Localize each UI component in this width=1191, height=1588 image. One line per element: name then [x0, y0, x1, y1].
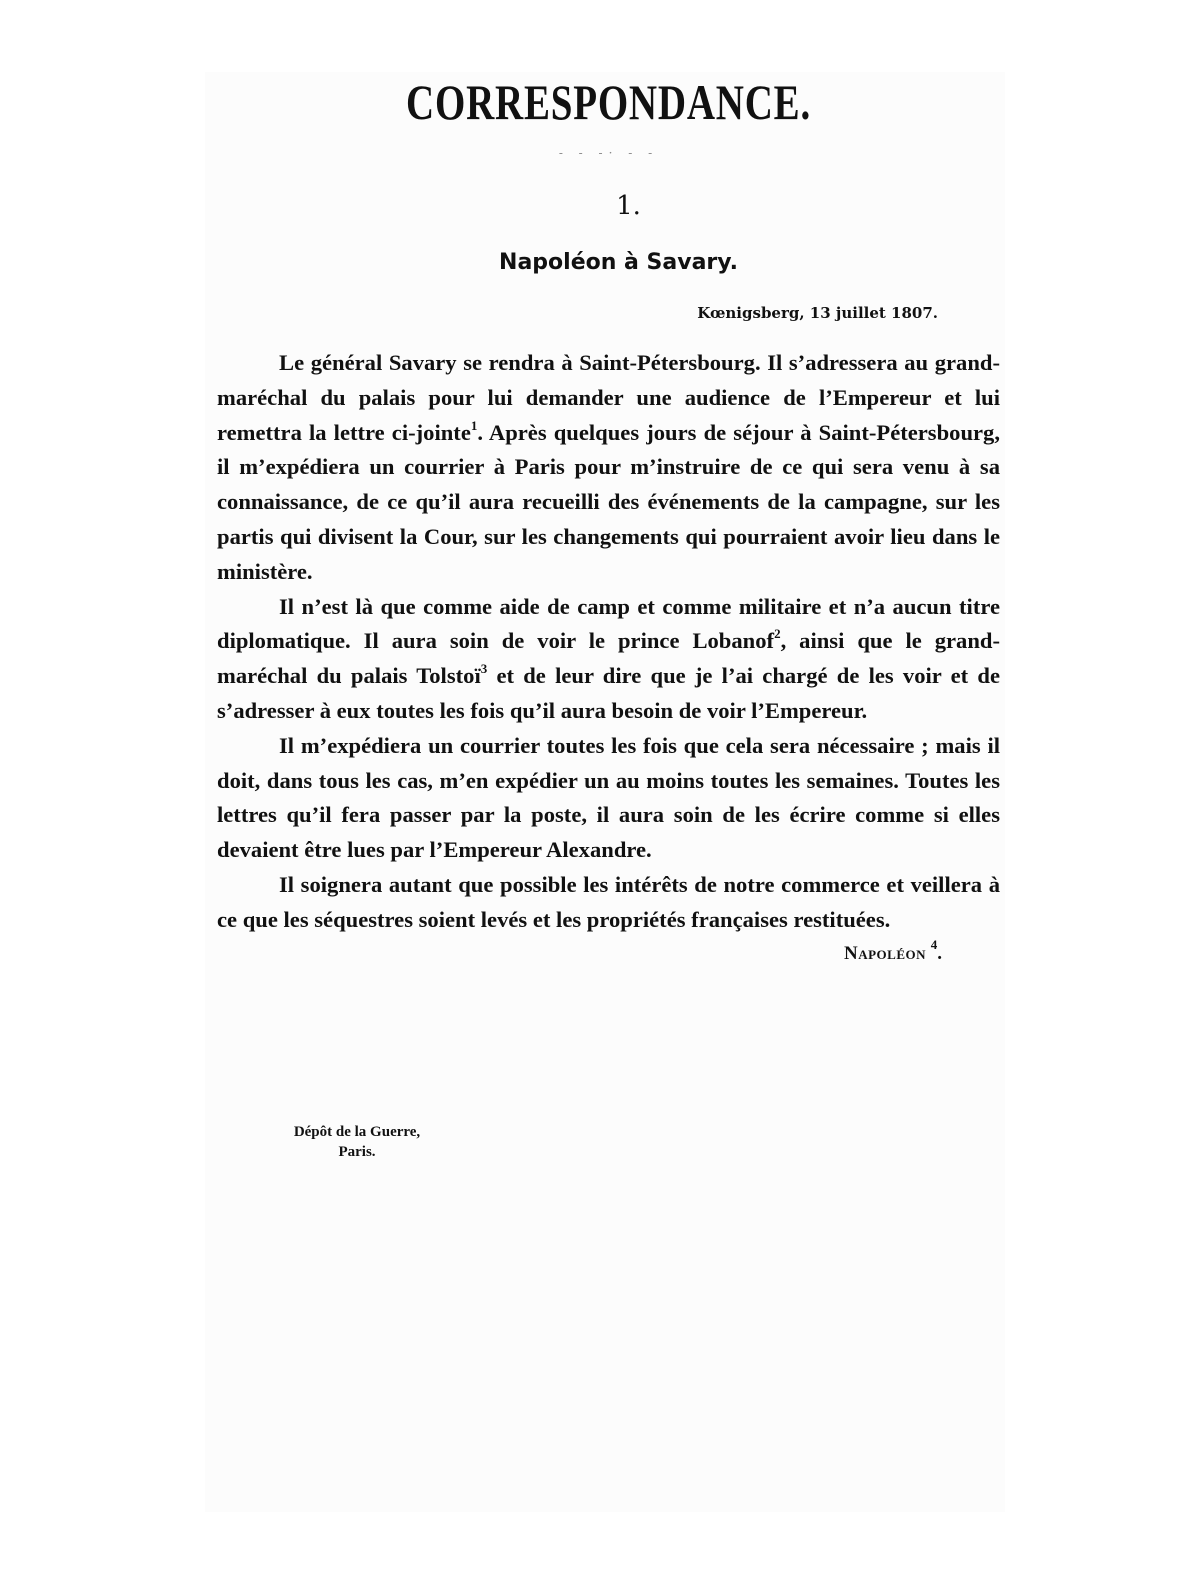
- footnote-ref: 2: [774, 626, 781, 642]
- source-line1: Dépôt de la Guerre,: [293, 1124, 421, 1140]
- paragraph-text: et de leur dire que je l’ai chargé de les voir et de s’adresser à eux toutes les fois qu’il aura besoin de voir l’Empereur.: [217, 663, 1001, 723]
- letter-heading: Napoléon à Savary.: [499, 250, 738, 275]
- paragraph-text: Il soignera autant que possible les intérêts de notre commerce et veillera à ce que les séquestres soient levés et les propriétés françaises restituées.: [217, 871, 1000, 932]
- place-date: Kœnigsberg, 13 juillet 1807.: [697, 304, 938, 322]
- letter-body: [217, 346, 1000, 938]
- paragraph: [217, 729, 1000, 868]
- paragraph: [217, 346, 1000, 590]
- signature: [217, 936, 1000, 968]
- footnote-ref: 1: [470, 417, 478, 433]
- source-line2: Paris.: [338, 1144, 376, 1160]
- paragraph-text: , ainsi que le grand-maréchal du palais Tolstoï: [217, 628, 1000, 689]
- paragraph-text: Il n’est là que comme aide de camp et comme militaire et n’a aucun titre diplomatique. Il aura soin de voir le prince Lobanof: [217, 593, 1000, 654]
- signature-end: .: [937, 942, 942, 964]
- signature-name: Napoléon: [843, 942, 926, 964]
- letter-number: [217, 190, 1000, 222]
- document-page: [217, 72, 1001, 1160]
- footnote-ref: 3: [480, 661, 488, 677]
- paragraph: [217, 868, 1000, 938]
- paragraph: [217, 590, 1000, 729]
- paragraph-text: Le général Savary se rendra à Saint-Pétersbourg. Il s’adressera au grand-maréchal du palais pour lui demander une audience de l’Empereur et lui remettra la lettre ci-jointe: [217, 350, 1000, 445]
- page-title: CORRESPONDANCE.: [406, 74, 811, 130]
- title-separator: - - -· - -: [558, 146, 659, 160]
- letter-number-text: 1.: [616, 191, 641, 221]
- paragraph-text: . Après quelques jours de séjour à Saint-Pétersbourg, il m’expédiera un courrier à Paris pour m’instruire de ce qui sera venu à sa connaissance, de ce qu’il aura recueilli des événements de la campagne, sur les partis qui divisent la Cour, sur les changements qui pourraient avoir lieu dans le ministère.: [217, 419, 1001, 584]
- footnote-ref: 4: [930, 936, 938, 952]
- source-note: [217, 1122, 497, 1162]
- paragraph-text: Il m’expédiera un courrier toutes les fois que cela sera nécessaire ; mais il doit, dans tous les cas, m’en expédier un au moins toutes les semaines. Toutes les lettres qu’il fera passer par la poste, il aura soin de les écrire comme si elles devaient être lues par l’Empereur Alexandre.: [217, 732, 1000, 863]
